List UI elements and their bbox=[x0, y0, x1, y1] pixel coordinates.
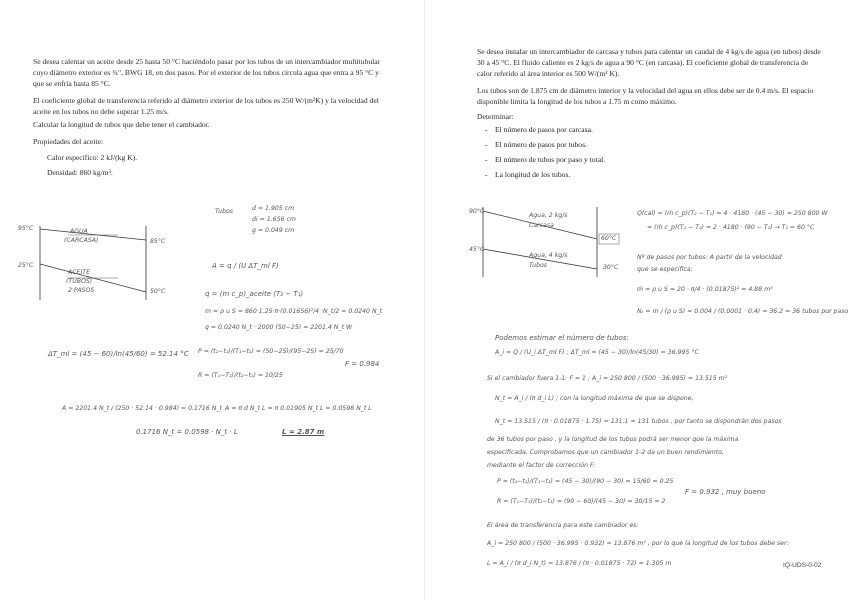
problem2-item: - El número de tubos por paso y total. bbox=[485, 152, 605, 167]
eq-area: A = q / (U ΔT_ml F) bbox=[212, 262, 279, 270]
problem1-prop-cp: Calor específico: 2 kJ/(kg K). bbox=[47, 153, 138, 162]
label-carcasa-right: Carcasa bbox=[529, 222, 554, 229]
problem2-determine: Determinar: bbox=[477, 112, 514, 121]
problem1-question: Calcular la longitud de tubos que debe tener el cambiador. bbox=[33, 120, 210, 129]
problem2-item: - El número de pasos por carcasa. bbox=[485, 122, 605, 137]
label-aceite: ACEITE bbox=[68, 269, 90, 276]
eq-nt2: N_t = A_i / (π d_i L) ; con la longitud máxima de que se dispone, bbox=[495, 395, 694, 402]
problem2-items bbox=[485, 122, 605, 182]
eq-f: F = 0.984 bbox=[345, 360, 380, 368]
tube-di: di = 1.656 cm bbox=[252, 216, 296, 223]
eq-nt: Nₜ = m / (ρ u S) = 0.004 / (0.0001 · 0.4) = 36.2 ≈ 36 tubos por paso bbox=[637, 308, 848, 315]
eq-length-final: L = A_i / (π d_i N_t) = 13.876 / (π · 0.01875 · 72) = 1.305 m bbox=[487, 560, 672, 567]
problem1-paragraph1: Se desea calentar un aceite desde 25 hasta 50 °C haciéndolo pasar por los tubos de un intercambiador multitubular cuyo diámetro exterior es ¾", BWG 18, en dos pasos. Por el exterior de los tubos circula agua que entra a 95 °C y que se enfría hasta 85 °C. bbox=[33, 57, 381, 88]
eq-q-cal: Q(cal) = (ṁ c_p)(T₂ − T₁) = 4 · 4180 · (45 − 30) = 250 800 W bbox=[637, 210, 828, 217]
temp-90: 90°C bbox=[469, 208, 485, 215]
temp-85: 85°C bbox=[150, 238, 166, 245]
eq-dtml: ΔT_ml = (45 − 60)/ln(45/60) = 52.14 °C bbox=[48, 350, 189, 358]
label-tubos: (TUBOS) bbox=[66, 278, 93, 285]
label-agua-caliente: Agua, 2 kg/s bbox=[529, 212, 568, 219]
tube-d: d = 1.905 cm bbox=[252, 205, 295, 212]
tubos-label: Tubos bbox=[215, 208, 234, 215]
label-pasos: 2 PASOS bbox=[68, 287, 95, 294]
problem2-item: - La longitud de los tubos. bbox=[485, 167, 605, 182]
temp-30: 30°C bbox=[603, 264, 619, 271]
eq-mass-flow: m = ρ u S = 860·1.25·π·(0.01656)²/4 ·N_t/2 = 0.0240 N_t bbox=[205, 308, 383, 315]
eq-area2: A = 2201.4 N_t / (250 · 52.14 · 0.984) = 0.1716 N_t bbox=[62, 405, 222, 412]
text-area: El área de transferencia para este cambiador es: bbox=[487, 522, 639, 529]
eq-p-right: P = (t₂−t₁)/(T₁−t₁) = (45 − 30)/(90 − 30) = 15/60 = 0.25 bbox=[497, 478, 674, 485]
text-estimate: Podemos estimar el número de tubos: bbox=[495, 334, 629, 342]
eq-area3: A = π d N_t L = π 0.01905 N_t L = 0.0598 N_t L bbox=[225, 405, 372, 412]
tube-g: g = 0.049 cm bbox=[252, 227, 295, 234]
eq-area-final: A_i = 250 800 / (500 · 36.995 · 0.932) = 13.876 m² , por lo que la longitud de los tubos debe ser: bbox=[487, 540, 789, 547]
temp-50: 50°C bbox=[150, 288, 166, 295]
problem2-item: - El número de pasos por tubos. bbox=[485, 137, 605, 152]
eq-case-11: Si el cambiador fuera 1-1: F = 1 ; A_i = 250 800 / (500 · 36.995) = 13.515 m² bbox=[487, 375, 728, 382]
eq-length: 0.1716 N_t = 0.0598 · N_t · L bbox=[136, 428, 238, 436]
eq-m-dot: ṁ = ρ u S = 20 · π/4 · (0.01875)² = 4.88 m³ bbox=[637, 286, 773, 293]
text-line6: de 36 tubos por paso , y la longitud de los tubos podrá ser menor que la máxima bbox=[487, 436, 739, 443]
temp-45: 45°C bbox=[469, 246, 485, 253]
label-carcasa: (CARCASA) bbox=[64, 237, 99, 244]
text-line8: mediante el factor de corrección F: bbox=[487, 462, 596, 469]
eq-q-cal2: = (ṁ c_p)(T₁ − T₂) = 2 · 4180 · (90 − T₂) → T₂ = 60 °C bbox=[647, 224, 815, 231]
text-line7: especificada. Comprobamos que un cambiador 1-2 da un buen rendimiento, bbox=[487, 449, 724, 456]
problem1-prop-density: Densidad: 860 kg/m³. bbox=[47, 168, 113, 177]
eq-ai: A_i = Q / (U_i ΔT_ml F) ; ΔT_ml = (45 − 30)/ln(45/30) = 36.995 °C bbox=[495, 349, 699, 356]
label-agua-fria: Agua, 4 kg/s bbox=[529, 252, 568, 259]
temp-25: 25°C bbox=[18, 262, 34, 269]
eq-r-right: R = (T₁−T₂)/(t₂−t₁) = (90 − 60)/(45 − 30) = 30/15 = 2 bbox=[497, 498, 666, 505]
note-passes2: que se especifica: bbox=[637, 266, 693, 273]
problem1-props-title: Propiedades del aceite: bbox=[33, 137, 104, 146]
temp-95: 95°C bbox=[18, 225, 34, 232]
problem2-paragraph2: Los tubos son de 1.875 cm de diámetro interior y la velocidad del agua en ellos debe ser de 0.4 m/s. El espacio disponible limita la longitud de los tubos a 1.75 m como máximo. bbox=[477, 86, 814, 106]
result-length: L = 2.87 m bbox=[282, 428, 325, 436]
eq-r: R = (T₁−T₂)/(t₂−t₁) = 10/25 bbox=[198, 372, 283, 379]
temperature-diagram-left bbox=[18, 220, 168, 310]
label-agua: AGUA bbox=[70, 228, 88, 235]
temp-60: 60°C bbox=[601, 235, 617, 242]
eq-p: P = (t₂−t₁)/(T₁−t₁) = (50−25)/(95−25) = 25/70 bbox=[198, 348, 344, 355]
eq-nt3: N_t = 13.515 / (π · 0.01875 · 1.75) = 131.1 ≈ 131 tubos , por tanto se dispondrán dos pasos bbox=[495, 418, 782, 425]
note-passes1: Nº de pasos por tubos: A partir de la velocidad bbox=[637, 254, 782, 261]
footer-code: IQ-UDS-0-02 bbox=[783, 562, 822, 569]
eq-q2: q = 0.0240 N_t · 2000 (50−25) = 2201.4 N_t W bbox=[205, 324, 353, 331]
problem2-paragraph1: Se desea instalar un intercambiador de carcasa y tubos para calentar un caudal de 4 kg/s de agua (en tubos) desde 30 a 45 °C. El fluido caliente es 2 kg/s de agua a 90 °C (en carcasa). El coeficiente global de transferencia de calor referido al área interior es 500 W/(m² K). bbox=[477, 47, 821, 78]
eq-f-right: F = 0.932 , muy bueno bbox=[685, 488, 766, 496]
right-page bbox=[424, 0, 848, 600]
eq-q: q = (m c_p)_aceite (T₂ − T₁) bbox=[205, 290, 304, 298]
label-tubos-right: Tubos bbox=[529, 262, 548, 269]
problem1-paragraph2: El coeficiente global de transferencia referido al diámetro exterior de los tubos es 250 W/(m²K) y la velocidad del aceite en los tubos no debe superar 1.25 m/s. bbox=[33, 96, 379, 116]
